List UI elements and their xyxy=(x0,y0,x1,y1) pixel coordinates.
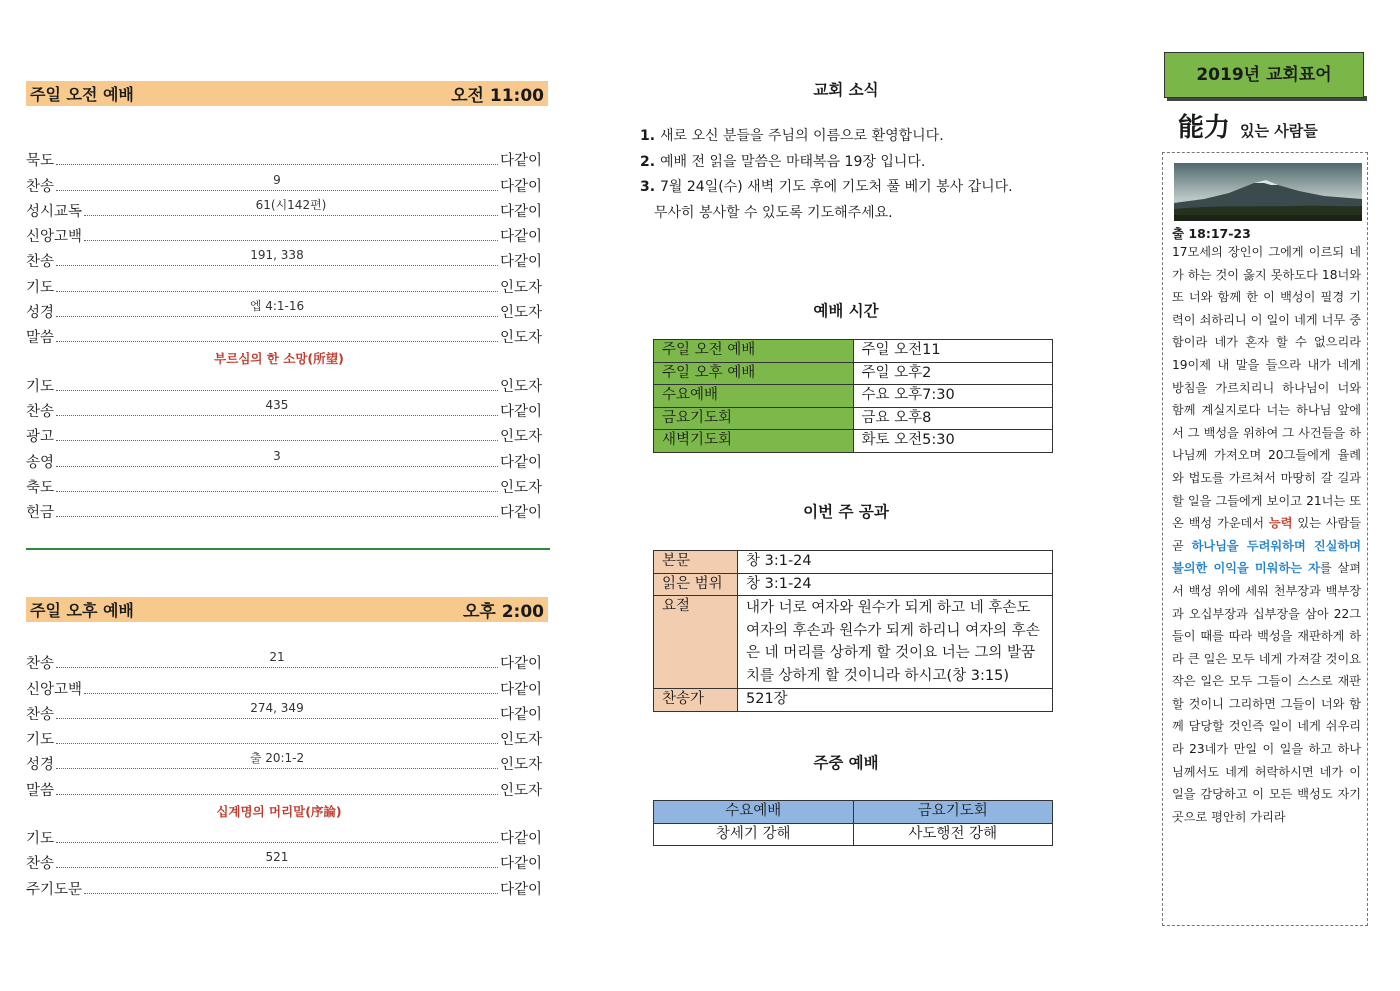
order-line xyxy=(26,145,542,170)
leader-dots xyxy=(56,389,498,391)
weekday-value: 창세기 강해 xyxy=(654,823,854,846)
order-label: 기도 xyxy=(26,831,55,848)
order-leader: 인도자 xyxy=(499,330,542,347)
service-times-title: 예배 시간 xyxy=(813,302,879,320)
motto-banner: 2019년 교회표어 xyxy=(1164,52,1364,98)
service-time: 주일 오후2 xyxy=(853,362,1053,385)
leader-dots xyxy=(56,490,498,492)
order-label: 찬송 xyxy=(26,656,55,673)
order-leader: 다같이 xyxy=(499,153,542,170)
order-line xyxy=(26,170,542,195)
verse-box xyxy=(1162,152,1368,926)
order-leader: 다같이 xyxy=(499,178,542,195)
leader-dots xyxy=(56,397,498,416)
lesson-key: 요절 xyxy=(654,596,738,689)
order-label: 말씀 xyxy=(26,782,55,799)
leader-dots xyxy=(56,248,498,266)
news-text: 7월 24일(수) 새벽 기도 후에 기도처 풀 베기 봉사 갑니다. xyxy=(660,179,1013,195)
motto-suffix: 있는 사람들 xyxy=(1240,122,1318,140)
lesson-key: 찬송가 xyxy=(654,689,738,712)
order-label: 찬송 xyxy=(26,254,55,271)
table-row xyxy=(654,430,1053,453)
leader-dots xyxy=(56,650,498,668)
morning-order xyxy=(26,145,542,522)
lesson-key: 본문 xyxy=(654,551,738,574)
order-leader: 인도자 xyxy=(499,378,542,395)
table-row xyxy=(654,596,1053,689)
order-label: 기도 xyxy=(26,378,55,395)
order-line xyxy=(26,873,542,898)
morning-service-time: 오전 11:00 xyxy=(451,86,544,106)
order-leader: 다같이 xyxy=(499,831,542,848)
order-label: 묵도 xyxy=(26,153,55,170)
order-reference: 274, 349 xyxy=(250,700,304,715)
lesson-key: 읽은 범위 xyxy=(654,573,738,596)
order-leader: 다같이 xyxy=(499,229,542,246)
order-leader: 인도자 xyxy=(499,305,542,322)
afternoon-service-header xyxy=(26,597,548,622)
leader-dots xyxy=(56,172,498,191)
order-line xyxy=(26,370,542,395)
motto-phrase xyxy=(1178,107,1318,144)
table-row xyxy=(654,362,1053,385)
weekday-header: 수요예배 xyxy=(654,801,854,824)
news-title: 교회 소식 xyxy=(813,81,879,99)
news-list xyxy=(640,124,1070,226)
leader-dots xyxy=(56,793,498,795)
verse-reference: 출 18:17-23 xyxy=(1172,226,1251,241)
news-continuation: 무사히 봉사할 수 있도록 기도해주세요. xyxy=(654,204,893,221)
order-leader: 다같이 xyxy=(499,454,542,471)
order-line xyxy=(26,246,542,271)
order-line xyxy=(26,648,542,673)
order-leader: 인도자 xyxy=(499,479,542,496)
order-label: 기도 xyxy=(26,732,55,749)
order-leader: 인도자 xyxy=(499,732,542,749)
leader-dots xyxy=(84,892,498,894)
morning-order-list-b xyxy=(26,370,542,522)
order-line xyxy=(26,396,542,421)
leader-dots xyxy=(56,299,498,317)
worship-order-column xyxy=(26,0,554,991)
order-line xyxy=(26,271,542,296)
order-line xyxy=(26,673,542,698)
afternoon-order-list-b xyxy=(26,823,542,899)
leader-dots xyxy=(56,515,498,517)
leader-dots xyxy=(56,439,498,441)
table-row xyxy=(654,340,1053,363)
order-line xyxy=(26,848,542,873)
church-news-column xyxy=(640,0,1070,991)
order-label: 송영 xyxy=(26,454,55,471)
mountain-landscape-image xyxy=(1174,163,1362,221)
order-leader: 인도자 xyxy=(499,782,542,799)
leader-dots xyxy=(56,290,498,292)
leader-dots xyxy=(56,841,498,843)
order-leader: 다같이 xyxy=(499,856,542,873)
order-line xyxy=(26,446,542,471)
order-label: 찬송 xyxy=(26,706,55,723)
order-reference: 출 20:1-2 xyxy=(249,751,305,766)
news-text: 새로 오신 분들을 주님의 이름으로 환영합니다. xyxy=(660,128,944,144)
news-text: 예배 전 읽을 말씀은 마태복음 19장 입니다. xyxy=(660,153,926,170)
news-item xyxy=(640,150,1070,176)
order-label: 찬송 xyxy=(26,856,55,873)
order-line xyxy=(26,497,542,522)
service-name: 주일 오전 예배 xyxy=(654,340,854,363)
order-reference: 435 xyxy=(265,397,289,412)
order-label: 말씀 xyxy=(26,330,55,347)
leader-dots xyxy=(56,163,498,165)
weekday-value: 사도행전 강해 xyxy=(853,823,1053,846)
table-row xyxy=(654,551,1053,574)
order-leader: 다같이 xyxy=(499,203,542,220)
news-number: 2. xyxy=(640,153,656,170)
verse-highlight-blue: 하나님을 두려워하며 진실하며 불의한 이익을 미워하는 자 xyxy=(1172,538,1361,576)
leader-dots xyxy=(84,197,498,216)
news-number: 1. xyxy=(640,128,656,144)
section-divider xyxy=(26,548,550,550)
lesson-value: 창 3:1-24 xyxy=(738,551,1053,574)
order-label: 성경 xyxy=(26,305,55,322)
order-leader: 다같이 xyxy=(499,403,542,420)
service-name: 주일 오후 예배 xyxy=(654,362,854,385)
order-reference: 191, 338 xyxy=(250,248,304,263)
news-item xyxy=(640,175,1070,201)
lesson-table xyxy=(653,550,1053,712)
order-leader: 다같이 xyxy=(499,254,542,271)
table-row xyxy=(654,689,1053,712)
order-label: 축도 xyxy=(26,479,55,496)
order-label: 광고 xyxy=(26,429,55,446)
order-label: 성경 xyxy=(26,757,55,774)
service-times-table xyxy=(653,339,1053,453)
service-time: 금요 오후8 xyxy=(853,407,1053,430)
order-line xyxy=(26,322,542,347)
order-reference: 521 xyxy=(265,850,289,865)
table-row xyxy=(654,407,1053,430)
morning-sermon-title: 부르심의 한 소망(所望) xyxy=(214,351,344,367)
leader-dots xyxy=(84,692,498,694)
morning-service-header xyxy=(26,81,548,106)
order-line xyxy=(26,699,542,724)
weekday-table xyxy=(653,800,1053,846)
order-label: 찬송 xyxy=(26,403,55,420)
order-leader: 다같이 xyxy=(499,681,542,698)
lesson-value: 창 3:1-24 xyxy=(738,573,1053,596)
order-reference: 3 xyxy=(273,448,281,463)
order-line xyxy=(26,823,542,848)
order-line xyxy=(26,472,542,497)
order-line xyxy=(26,724,542,749)
order-label: 신앙고백 xyxy=(26,681,83,698)
leader-dots xyxy=(56,742,498,744)
order-label: 신앙고백 xyxy=(26,229,83,246)
order-line xyxy=(26,297,542,322)
order-reference: 21 xyxy=(269,650,285,665)
table-row xyxy=(654,573,1053,596)
afternoon-order-list-a xyxy=(26,648,542,800)
lesson-title: 이번 주 공과 xyxy=(803,503,889,521)
motto-power: 能力 xyxy=(1178,113,1231,143)
motto-column xyxy=(1160,0,1370,991)
order-reference: 61(시142편) xyxy=(255,197,327,212)
table-row xyxy=(654,823,1053,846)
order-leader: 인도자 xyxy=(499,279,542,296)
order-line xyxy=(26,749,542,774)
news-item xyxy=(640,124,1070,150)
afternoon-sermon-title: 십계명의 머리말(序論) xyxy=(216,803,342,819)
verse-highlight-red: 능력 xyxy=(1268,516,1293,531)
service-name: 새벽기도회 xyxy=(654,430,854,453)
verse-text-part: 있는 사람들 곧 xyxy=(1172,516,1362,553)
verse-text-part: 17모세의 장인이 그에게 이르되 네가 하는 것이 옳지 못하도다 18너와 또 너와 함께 한 이 백성이 필경 기력이 쇠하리니 이 일이 네게 너무 중함이라 네가 혼자 할 수 없으리라 19이제 내 말을 들으라 내가 네게 방침을 가르치리니 하나님이 너와 함께 계실지로다 너는 하나님 앞에서 그 백성을 위하여 그 사건들을 하나님께 가져오며 20그들에게 율례와 법도를 가르쳐서 마땅히 갈 길과 할 일을 그들에게 보이고 21너는 또 온 백성 가운데서 xyxy=(1172,245,1361,531)
lesson-value: 내가 너로 여자와 원수가 되게 하고 네 후손도 여자의 후손과 원수가 되게 하리니 여자의 후손은 네 머리를 상하게 할 것이요 너는 그의 발꿈치를 상하게 할 것이니라 하시고(창 3:15) xyxy=(738,596,1053,689)
leader-dots xyxy=(56,700,498,719)
order-leader: 다같이 xyxy=(499,505,542,522)
morning-order-list-a xyxy=(26,145,542,347)
order-label: 성시교독 xyxy=(26,203,83,220)
order-reference: 엡 4:1-16 xyxy=(249,299,305,314)
order-leader: 인도자 xyxy=(499,429,542,446)
afternoon-order xyxy=(26,648,542,899)
leader-dots xyxy=(56,448,498,467)
weekday-title: 주중 예배 xyxy=(813,754,879,772)
order-label: 주기도문 xyxy=(26,881,83,898)
order-label: 헌금 xyxy=(26,505,55,522)
verse-text xyxy=(1172,241,1361,828)
order-leader: 다같이 xyxy=(499,706,542,723)
order-line xyxy=(26,221,542,246)
leader-dots xyxy=(84,239,498,241)
news-number: 3. xyxy=(640,179,656,195)
service-time: 화토 오전5:30 xyxy=(853,430,1053,453)
afternoon-service-time: 오후 2:00 xyxy=(462,602,544,622)
morning-service-title: 주일 오전 예배 xyxy=(30,85,134,104)
order-label: 찬송 xyxy=(26,178,55,195)
table-row xyxy=(654,801,1053,824)
order-line xyxy=(26,774,542,799)
lesson-value: 521장 xyxy=(738,689,1053,712)
service-name: 금요기도회 xyxy=(654,407,854,430)
order-leader: 다같이 xyxy=(499,656,542,673)
leader-dots xyxy=(56,850,498,868)
order-reference: 9 xyxy=(273,172,281,187)
service-time: 주일 오전11 xyxy=(853,340,1053,363)
weekday-header: 금요기도회 xyxy=(853,801,1053,824)
service-time: 수요 오후7:30 xyxy=(853,385,1053,408)
table-row xyxy=(654,385,1053,408)
verse-text-part: 를 살펴서 백성 위에 세워 천부장과 백부장과 오십부장과 십부장을 삼아 22그들이 때를 따라 백성을 재판하게 하라 큰 일은 모두 네게 가져갈 것이요 작은 일은 모두 그들이 스스로 재판할 것이니 그리하면 그들이 너와 함께 담당할 것인즉 일이 네게 쉬우리라 23네가 만일 이 일을 하고 하나님께서도 네게 허락하시면 네가 이 일을 감당하고 이 모든 백성도 자기 곳으로 평안히 가리라 xyxy=(1172,561,1361,824)
order-label: 기도 xyxy=(26,279,55,296)
leader-dots xyxy=(56,340,498,342)
order-line xyxy=(26,196,542,221)
order-line xyxy=(26,421,542,446)
afternoon-service-title: 주일 오후 예배 xyxy=(30,601,134,620)
leader-dots xyxy=(56,751,498,769)
service-name: 수요예배 xyxy=(654,385,854,408)
order-leader: 인도자 xyxy=(499,757,542,774)
order-leader: 다같이 xyxy=(499,881,542,898)
